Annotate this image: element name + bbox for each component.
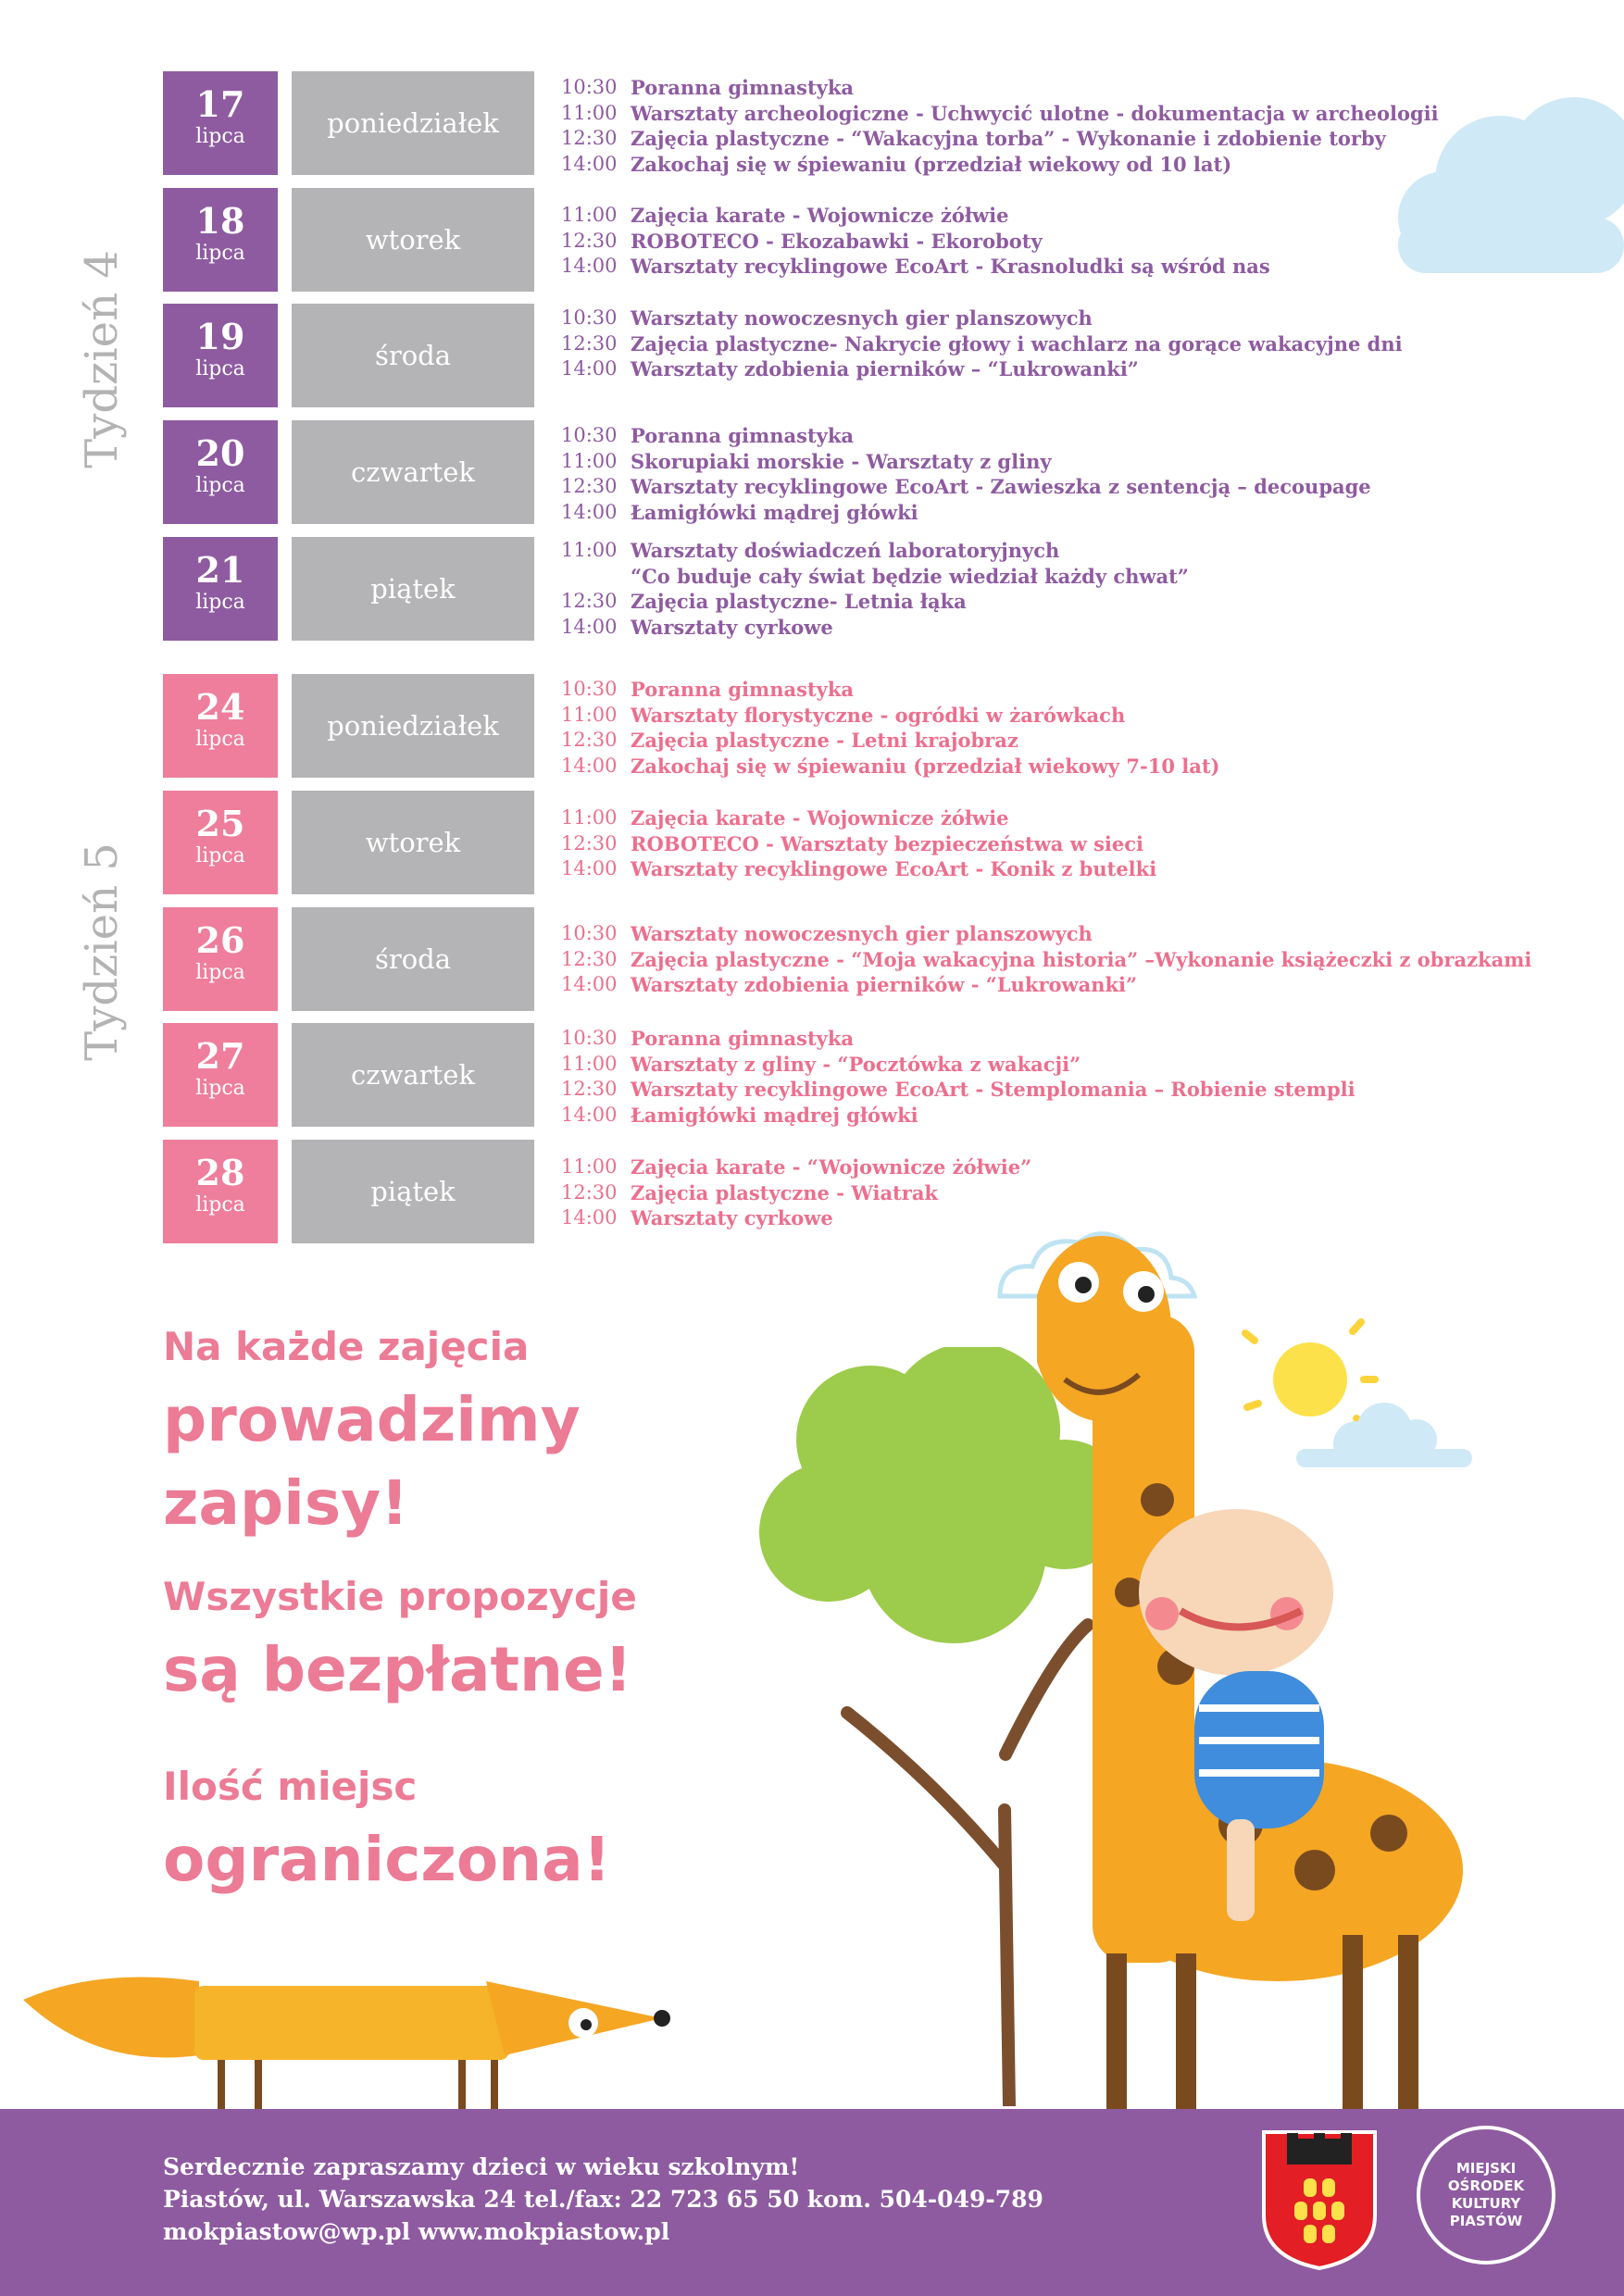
event-title: Poranna gimnastyka [631,1027,854,1050]
week-label: Tydzień 5 [76,842,128,1061]
event-list [561,423,1598,525]
mok-logo-text: MIEJSKI OŚRODEK KULTURY PIASTÓW [1447,2160,1525,2229]
event-time: 11:00 [561,806,618,829]
event-time: 12:30 [561,947,618,970]
event-title: Warsztaty recyklingowe EcoArt - Krasnoludki są wśród nas [631,255,1270,278]
month-label: lipca [195,961,245,984]
event-time: 11:00 [561,449,618,472]
promo-text: zapisy! [163,1467,409,1539]
event-title: ROBOTECO - Warsztaty bezpieczeństwa w sieci [631,831,1144,855]
event-list [561,306,1598,382]
event-title: Zakochaj się w śpiewaniu (przedział wiekowy od 10 lat) [631,152,1232,176]
month-label: lipca [195,1193,245,1217]
event-title: Warsztaty zdobienia pierników – “Lukrowanki” [631,357,1139,381]
event-time: 10:30 [561,424,618,446]
event-title: Zajęcia karate - Wojownicze żółwie [631,204,1009,227]
event-time: 14:00 [561,857,618,880]
event-item [561,921,1598,947]
weekday-label: wtorek [292,791,534,894]
event-title: Warsztaty nowoczesnych gier planszowych [631,922,1093,945]
day-number: 17 [195,83,245,125]
event-title: Poranna gimnastyka [631,678,854,701]
event-title: Poranna gimnastyka [631,424,854,447]
month-label: lipca [195,125,245,148]
event-time: 11:00 [561,1155,618,1178]
event-title: ROBOTECO - Ekozabawki - Ekoroboty [631,229,1043,253]
day-number: 21 [195,549,245,591]
event-item [561,589,1598,615]
weekday-label: środa [292,907,534,1011]
event-title: Zajęcia plastyczne- Nakrycie głowy i wachlarz na gorące wakacyjne dni [631,331,1403,356]
event-item [561,831,1598,857]
event-title: Zakochaj się w śpiewaniu (przedział wiekowy 7-10 lat) [631,754,1220,778]
event-item [561,1154,1598,1180]
event-time: 10:30 [561,678,618,700]
date-box [163,1140,278,1243]
event-time: 12:30 [561,1078,618,1100]
event-item [561,677,1598,703]
footer-bar [0,2109,1624,2296]
event-time: 10:30 [561,1027,618,1049]
month-label: lipca [195,474,245,497]
event-time: 11:00 [561,101,618,124]
event-item [561,449,1598,475]
day-number: 19 [195,316,245,357]
promo-text: prowadzimy [163,1384,581,1455]
boy-illustration [1116,1504,1356,1940]
footer-invite: Serdecznie zapraszamy dzieci w wieku szkolnym! [163,2153,800,2180]
weekday-label: poniedziałek [292,71,534,175]
event-item [561,728,1598,754]
event-title: Łamigłówki mądrej główki [631,500,918,524]
footer-contact: mokpiastow@wp.pl www.mokpiastow.pl [163,2218,670,2245]
event-title: Zajęcia karate - “Wojownicze żółwie” [631,1155,1032,1179]
date-box [163,188,278,292]
month-label: lipca [195,1077,245,1100]
event-time: 12:30 [561,331,618,355]
event-list [561,538,1598,640]
event-title: Warsztaty zdobienia pierników - “Lukrowanki” [631,973,1138,996]
event-item [561,331,1598,357]
event-item [561,703,1598,729]
day-number: 28 [195,1152,245,1193]
weekday-label: piątek [292,537,534,641]
week-label: Tydzień 4 [76,250,128,468]
event-title: Zajęcia plastyczne - “Wakacyjna torba” - Wykonanie i zdobienie torby [631,127,1386,150]
event-time: 10:30 [561,76,618,98]
date-box [163,537,278,641]
event-title: Warsztaty recyklingowe EcoArt - Konik z butelki [631,857,1157,880]
event-list [561,805,1598,882]
event-list [561,921,1598,998]
event-time: 11:00 [561,703,618,726]
event-time: 14:00 [561,615,618,638]
event-time: 10:30 [561,922,618,944]
date-box [163,304,278,407]
date-box [163,71,278,175]
weekday-label: czwartek [292,1023,534,1127]
event-time: 14:00 [561,1206,618,1229]
month-label: lipca [195,591,245,614]
event-title: Poranna gimnastyka [631,76,854,99]
event-time: 12:30 [561,1180,618,1204]
event-item [561,306,1598,331]
weekday-label: piątek [292,1140,534,1243]
date-box [163,791,278,894]
event-time: 12:30 [561,127,618,149]
coat-of-arms-icon [1259,2128,1380,2271]
event-time: 14:00 [561,500,618,523]
event-title: Warsztaty recyklingowe EcoArt - Stemplomania – Robienie stempli [631,1078,1355,1101]
event-title: Warsztaty archeologiczne - Uchwycić ulotne - dokumentacja w archeologii [631,101,1439,125]
event-list [561,1026,1598,1128]
event-title: Warsztaty recyklingowe EcoArt - Zawieszka z sentencją – decoupage [631,475,1371,498]
event-title: Warsztaty cyrkowe [631,1206,833,1229]
event-item [561,564,1598,590]
event-title: Warsztaty cyrkowe [631,615,833,639]
event-time: 12:30 [561,831,618,855]
event-time: 12:30 [561,229,618,252]
event-title: Zajęcia plastyczne- Letnia łąka [631,590,967,613]
event-item [561,1077,1598,1103]
event-item [561,1026,1598,1052]
event-title: Warsztaty nowoczesnych gier planszowych [631,306,1093,330]
promo-text: Na każde zajęcia [163,1324,530,1369]
date-box [163,674,278,778]
footer-address: Piastów, ul. Warszawska 24 tel./fax: 22 723 65 50 kom. 504-049-789 [163,2186,1043,2213]
day-number: 27 [195,1035,245,1077]
event-item [561,947,1598,973]
event-title: Warsztaty z gliny - “Pocztówka z wakacji” [631,1052,1081,1076]
event-list [561,1154,1598,1231]
fox-illustration [23,1944,690,2111]
event-time: 12:30 [561,475,618,497]
event-item [561,805,1598,831]
day-number: 24 [195,686,245,728]
day-number: 20 [195,432,245,474]
event-time: 11:00 [561,539,618,561]
event-title: Zajęcia plastyczne - “Moja wakacyjna historia” –Wykonanie książeczki z obrazkami [631,947,1532,971]
event-time: 14:00 [561,973,618,995]
event-time: 11:00 [561,204,618,226]
event-title: Skorupiaki morskie - Warsztaty z gliny [631,449,1052,473]
weekday-label: środa [292,304,534,407]
month-label: lipca [195,357,245,381]
promo-text: Ilość miejsc [163,1764,418,1809]
event-item [561,500,1598,526]
event-item [561,856,1598,882]
event-time: 14:00 [561,754,618,777]
event-item [561,423,1598,449]
event-item [561,972,1598,998]
day-number: 18 [195,200,245,242]
event-time: 10:30 [561,306,618,329]
event-title: Zajęcia plastyczne - Letni krajobraz [631,729,1018,752]
event-item [561,474,1598,500]
promo-text: Wszystkie propozycje [163,1574,637,1619]
promo-text: ograniczona! [163,1824,611,1895]
event-time: 12:30 [561,729,618,751]
event-time: 14:00 [561,152,618,175]
event-time [561,564,631,590]
event-title: Zajęcia karate - Wojownicze żółwie [631,806,1009,830]
event-item [561,356,1598,382]
event-item [561,754,1598,780]
event-time: 12:30 [561,590,618,612]
date-box [163,420,278,524]
event-item [561,1103,1598,1129]
event-title: “Co buduje cały świat będzie wiedział każdy chwat” [631,564,1189,588]
day-number: 26 [195,919,245,961]
event-time: 14:00 [561,1103,618,1126]
month-label: lipca [195,242,245,265]
event-item [561,1052,1598,1078]
promo-text: są bezpłatne! [163,1634,632,1705]
event-time: 14:00 [561,357,618,380]
weekday-label: wtorek [292,188,534,292]
event-title: Warsztaty doświadczeń laboratoryjnych [631,539,1060,562]
event-item [561,615,1598,641]
event-title: Warsztaty florystyczne - ogródki w żarówkach [631,703,1126,727]
event-item [561,538,1598,564]
event-list [561,677,1598,779]
date-box [163,907,278,1011]
event-item [561,1180,1598,1206]
month-label: lipca [195,728,245,751]
event-time: 14:00 [561,255,618,277]
day-number: 25 [195,803,245,844]
event-title: Łamigłówki mądrej główki [631,1103,918,1127]
month-label: lipca [195,844,245,867]
event-time: 11:00 [561,1052,618,1075]
event-title: Zajęcia plastyczne - Wiatrak [631,1180,938,1204]
weekday-label: poniedziałek [292,674,534,778]
weekday-label: czwartek [292,420,534,524]
date-box [163,1023,278,1127]
mok-logo [1417,2126,1555,2265]
cloud-illustration [1343,79,1624,301]
